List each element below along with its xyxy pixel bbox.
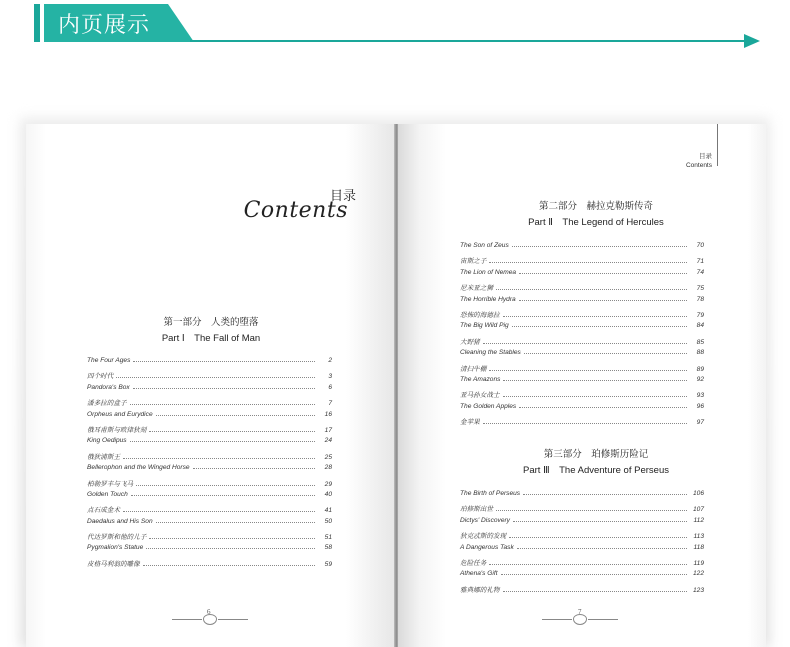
toc-entry	[460, 336, 704, 349]
toc-entry	[460, 503, 704, 516]
dot-leader	[130, 441, 315, 442]
running-head	[686, 152, 712, 170]
toc-entry	[460, 322, 704, 335]
dot-leader	[512, 326, 687, 327]
toc-entry-title: 宙斯之子	[460, 258, 487, 266]
toc-entry-page: 17	[324, 426, 332, 434]
toc-entry-page: 7	[328, 400, 332, 408]
toc-entry	[87, 544, 332, 557]
dot-leader	[136, 485, 315, 486]
dot-leader	[483, 343, 687, 344]
dot-leader	[524, 353, 687, 354]
toc-entry-page: 6	[328, 383, 332, 391]
running-head-rule	[717, 124, 718, 166]
part3-title-cn: 第三部分 珀修斯历险记	[543, 449, 649, 460]
part2-title-cn: 第二部分 赫拉克勒斯传奇	[538, 201, 653, 212]
dot-leader	[503, 316, 687, 317]
toc-entry-page: 84	[696, 322, 704, 330]
toc-entry	[460, 490, 704, 503]
toc-entry-title: The Four Ages	[87, 357, 131, 364]
toc-entry-title: 大野猪	[460, 338, 480, 346]
part-title-en: Part Ⅰ The Fall of Man	[161, 333, 261, 344]
toc-entry-page: 106	[692, 490, 704, 497]
dot-leader	[503, 396, 687, 397]
toc-entry-title: The Lion of Nemea	[460, 268, 517, 276]
toc-entry-page: 113	[693, 533, 704, 541]
toc-entry-page: 93	[696, 392, 704, 400]
dot-leader	[123, 511, 315, 512]
toc-entry	[460, 349, 704, 362]
toc-entry-page: 70	[696, 242, 704, 249]
toc-entry	[87, 491, 332, 504]
toc-entry-title: The Big Wild Pig	[460, 322, 509, 330]
running-head-en: Contents	[685, 162, 712, 169]
toc-entry	[87, 464, 332, 477]
toc-entry-page: 71	[696, 258, 704, 266]
toc-entry-title: Pygmalion's Statue	[87, 544, 144, 552]
running-head-cn: 目录	[699, 153, 712, 160]
toc-entry-title: 珀修斯出世	[460, 506, 493, 514]
toc-entry	[460, 296, 704, 309]
dot-leader	[512, 246, 687, 247]
dot-leader	[503, 380, 687, 381]
toc-entry-page: 24	[324, 437, 332, 445]
dot-leader	[146, 548, 315, 549]
toc-entry-title: 尼米亚之狮	[460, 285, 493, 293]
toc-entry-title: 潘多拉的盒子	[87, 400, 127, 408]
toc-entry	[87, 411, 332, 424]
toc-entry-page: 92	[696, 375, 704, 383]
toc-entry-page: 40	[324, 490, 332, 498]
toc-entry-page: 58	[324, 544, 332, 552]
section-banner	[0, 0, 790, 60]
toc-entry	[460, 416, 704, 429]
toc-entry-title: 金苹果	[460, 419, 480, 427]
toc-entry	[460, 269, 704, 282]
toc-entry	[87, 357, 332, 370]
toc-entry	[87, 558, 332, 571]
dot-leader	[143, 565, 315, 566]
dot-leader	[509, 537, 687, 538]
toc-entry	[460, 570, 704, 583]
dot-leader	[130, 404, 315, 405]
toc-entry-page: 119	[693, 559, 704, 567]
dot-leader	[519, 273, 687, 274]
toc-entry-title: Golden Touch	[87, 490, 128, 498]
toc-entry-page: 97	[696, 419, 704, 427]
toc-entry	[460, 544, 704, 557]
toc-entry-title: 俄耳甫斯与欧律狄刻	[87, 426, 147, 434]
dot-leader	[131, 495, 315, 496]
dot-leader	[123, 458, 315, 459]
toc-entry-page: 51	[324, 534, 332, 542]
right-page	[398, 124, 766, 647]
toc-entry-title: The Son of Zeus	[460, 242, 509, 249]
toc-entry-title: Orpheus and Eurydice	[87, 410, 153, 418]
banner-title: 内页展示	[58, 13, 151, 38]
toc-entry	[87, 478, 332, 491]
left-page	[26, 124, 396, 647]
toc-entry-title: A Dangerous Task	[460, 543, 514, 551]
toc-list	[87, 357, 332, 571]
toc-entry-title: The Birth of Perseus	[460, 490, 521, 497]
toc-entry-page: 50	[324, 517, 332, 525]
toc-entry	[87, 384, 332, 397]
toc-entry-title: Dictys' Discovery	[460, 516, 510, 524]
toc-entry-page: 96	[696, 402, 704, 410]
toc-entry	[460, 517, 704, 530]
toc-entry	[87, 424, 332, 437]
toc-entry-title: The Golden Apples	[460, 402, 517, 410]
toc-entry-page: 78	[696, 295, 704, 303]
toc-entry-page: 88	[696, 349, 704, 357]
toc-entry-title: The Amazons	[460, 375, 501, 383]
dot-leader	[523, 494, 687, 495]
toc-entry	[460, 557, 704, 570]
toc-entry-title: Daedalus and His Son	[87, 517, 153, 525]
dot-leader	[489, 370, 687, 371]
dot-leader	[133, 388, 315, 389]
part2-title-en: Part Ⅱ The Legend of Hercules	[528, 217, 664, 228]
toc-entry-page: 118	[693, 543, 704, 551]
toc-entry-page: 16	[324, 410, 332, 418]
dot-leader	[489, 564, 687, 565]
contents-heading-cn: 目录	[329, 189, 356, 204]
dot-leader	[193, 468, 315, 469]
toc-entry-title: 恐怖的海德拉	[460, 311, 500, 319]
toc-entry-page: 112	[693, 516, 704, 524]
dot-leader	[519, 300, 687, 301]
toc-entry-title: 亚马孙女战士	[460, 392, 500, 400]
dot-leader	[483, 423, 687, 424]
toc-entry-title: 俄狄浦斯王	[87, 453, 120, 461]
toc-entry-title: 危险任务	[460, 559, 487, 567]
toc-entry	[460, 282, 704, 295]
toc-entry	[460, 389, 704, 402]
toc-entry-page: 29	[324, 480, 332, 488]
toc-entry-page: 41	[324, 507, 332, 515]
toc-entry-page: 85	[696, 338, 704, 346]
toc-entry-title: The Horrible Hydra	[460, 295, 516, 303]
toc-entry	[87, 370, 332, 383]
toc-entry	[460, 363, 704, 376]
toc-entry	[460, 376, 704, 389]
part3-title-en: Part Ⅲ The Adventure of Perseus	[523, 465, 669, 476]
toc-entry-title: Athena's Gift	[460, 570, 498, 578]
toc-entry-title: 雅典娜的礼物	[460, 586, 500, 594]
toc-entry	[87, 504, 332, 517]
toc-entry-title: 柏勒罗丰与飞马	[87, 480, 134, 488]
toc-entry-page: 122	[692, 570, 704, 578]
toc-entry-title: 点石成金术	[87, 507, 120, 515]
toc-entry-title: 清扫牛棚	[460, 365, 487, 373]
toc-entry	[460, 255, 704, 268]
toc-entry-page: 75	[696, 285, 704, 293]
toc-entry	[87, 531, 332, 544]
toc-list	[460, 490, 704, 597]
dot-leader	[513, 521, 687, 522]
dot-leader	[116, 377, 315, 378]
dot-leader	[156, 415, 315, 416]
toc-entry	[87, 518, 332, 531]
toc-entry	[87, 437, 332, 450]
toc-entry-page: 2	[328, 357, 332, 364]
part-title-cn: 第一部分 人类的堕落	[163, 317, 259, 328]
toc-entry	[87, 451, 332, 464]
dot-leader	[496, 510, 687, 511]
dot-leader	[489, 262, 687, 263]
toc-entry-title: Bellerophon and the Winged Horse	[87, 464, 190, 472]
toc-entry-title: 代达罗斯和他的儿子	[87, 534, 147, 542]
contents-heading-en: Contents	[243, 198, 348, 223]
toc-entry-page: 3	[328, 373, 332, 381]
toc-entry-page: 59	[324, 560, 332, 568]
toc-entry-page: 107	[692, 506, 704, 514]
dot-leader	[519, 407, 687, 408]
toc-entry-page: 79	[696, 311, 704, 319]
toc-entry-title: Pandora's Box	[87, 383, 130, 391]
toc-entry	[460, 403, 704, 416]
toc-entry-page: 89	[696, 365, 704, 373]
toc-entry-page: 25	[324, 453, 332, 461]
toc-entry-title: 皮格马利翁的雕像	[87, 560, 140, 568]
dot-leader	[496, 289, 687, 290]
toc-entry	[460, 242, 704, 255]
dot-leader	[149, 431, 315, 432]
toc-entry-title: 狄克忒斯的发现	[460, 533, 507, 541]
toc-entry-page: 74	[696, 268, 704, 276]
banner-accent-bar	[34, 4, 40, 42]
toc-entry	[460, 530, 704, 543]
toc-entry	[460, 584, 704, 597]
toc-list	[460, 242, 704, 429]
banner-rule	[190, 40, 750, 42]
dot-leader	[156, 522, 315, 523]
dot-leader	[133, 361, 315, 362]
page-number: 6	[207, 608, 211, 616]
toc-entry-page: 123	[692, 586, 704, 594]
toc-entry	[460, 309, 704, 322]
arrow-right-icon	[744, 34, 760, 48]
toc-entry-title: Cleaning the Stables	[460, 349, 521, 357]
dot-leader	[501, 574, 687, 575]
dot-leader	[149, 538, 315, 539]
dot-leader	[517, 548, 687, 549]
dot-leader	[503, 591, 687, 592]
toc-entry-page: 28	[324, 464, 332, 472]
toc-entry-title: King Oedipus	[87, 437, 127, 445]
toc-entry-title: 四个时代	[87, 373, 114, 381]
page-number: 7	[578, 608, 582, 616]
toc-entry	[87, 397, 332, 410]
